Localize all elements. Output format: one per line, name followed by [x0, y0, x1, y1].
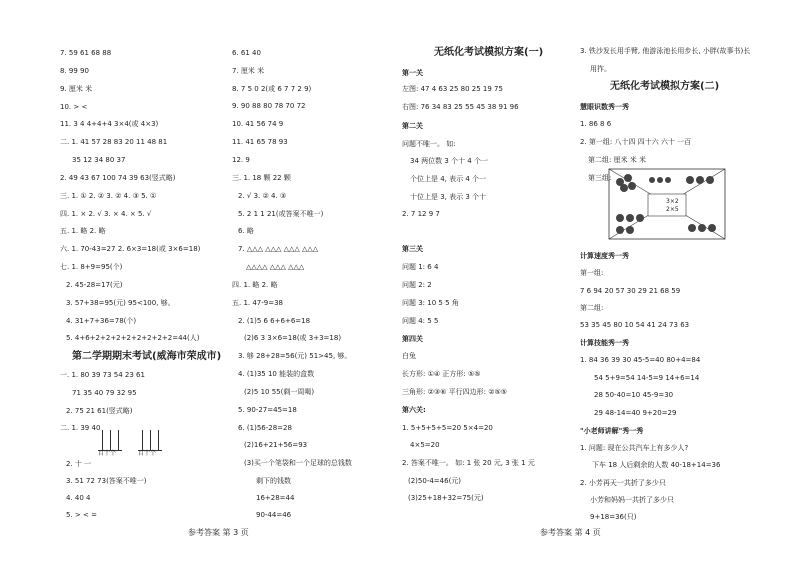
answer-line: △△△△ △△△ △△△	[246, 263, 305, 271]
answer-line: 第二组:	[580, 304, 604, 312]
subsection-heading: 第一关	[402, 69, 423, 77]
answer-line: 二. 1. 39 40	[60, 424, 101, 432]
answer-line: 2. 75 21 61(竖式略)	[66, 407, 133, 415]
answer-line: 二. 1. 41 57 28 83 20 11 48 81	[60, 138, 168, 146]
answer-line: 11. 3 4 4+4+4 3×4(或 4×3)	[60, 120, 159, 128]
answer-line: 问题 4: 5 5	[402, 317, 439, 325]
answer-line: 三. 1. 18 颗 22 颗	[232, 174, 291, 182]
answer-line: 2. 小芳再天一共折了多少只	[580, 479, 666, 487]
answer-line: 3. 够 28+28=56(元) 51>45, 够。	[238, 352, 352, 360]
answer-line: 十位上是 3, 表示 3 个十	[410, 193, 487, 201]
answer-line: 5. 4+6+2+2+2+2+2+2+2+2=44(人)	[66, 334, 200, 342]
answer-line: 7 6 94 20 57 30 29 21 68 59	[580, 287, 681, 295]
answer-line: (3)25+18+32=75(元)	[408, 494, 484, 502]
answer-line: 4. 31+7+36=78(个)	[66, 317, 137, 325]
answer-line: 1. 86 8 6	[580, 120, 612, 128]
answer-line: 白兔	[402, 352, 416, 360]
answer-line: 1. 问题: 现在公共汽车上有多少人?	[580, 444, 689, 452]
subsection-heading: 计算速度秀一秀	[580, 252, 629, 260]
answer-line: 长方形: ①④ 正方形: ⑤⑤	[402, 370, 481, 378]
answer-line: 35 12 34 80 37	[72, 156, 126, 164]
answer-line: 用拃。	[590, 65, 611, 73]
answer-line: 7. 59 61 68 88	[60, 49, 112, 57]
subsection-heading: "小老师讲解"秀一秀	[580, 427, 644, 435]
answer-line: 6. (1)56-28=28	[238, 424, 292, 432]
answer-line: (2)5 10 55(剩一周喝)	[244, 388, 315, 396]
answer-line: 7. △△△ △△△ △△△ △△△	[238, 245, 319, 253]
answer-line: 90-44=46	[256, 511, 292, 519]
answer-line: 第三组:	[588, 174, 612, 182]
answer-line: 3. 铁沙发长用手臂, 他游泳池长用步长, 小胖(故事书)长	[580, 47, 751, 55]
abacus-figure	[138, 428, 162, 457]
answer-line: 第一组:	[580, 269, 604, 277]
subsection-heading: 第六关:	[402, 406, 426, 414]
answer-line: 第二组: 厘米 米 米	[588, 156, 647, 164]
answer-line: 12. 9	[232, 156, 250, 164]
answer-line: 问题 2: 2	[402, 281, 432, 289]
answer-line: 五. 1. 47-9=38	[232, 299, 284, 307]
answer-line: 16+28=44	[256, 494, 295, 502]
answer-line: 29 48-14=40 9+20=29	[594, 409, 677, 417]
section-heading: 无纸化考试模拟方案(一)	[434, 47, 544, 58]
answer-line: 2. 49 43 67 100 74 39 63(竖式略)	[60, 174, 176, 182]
answer-line: 1. 5+5+5+5=20 5×4=20	[402, 424, 493, 432]
answer-line: 71 35 40 79 32 95	[72, 389, 137, 397]
answer-line: 七. 1. 8+9=95(个)	[60, 263, 123, 271]
answer-line: 8. 99 90	[60, 67, 89, 75]
page-footer: 参考答案 第 3 页	[188, 528, 249, 537]
subsection-heading: 慧眼识数秀一秀	[580, 103, 629, 111]
answer-line: 53 35 45 80 10 54 41 24 73 63	[580, 321, 690, 329]
answer-line: 10. > <	[60, 103, 88, 111]
answer-line: 2. 第一组: 八十四 四十六 六十 一百	[580, 138, 692, 146]
answer-line: 3. 51 72 73(答案不唯一)	[66, 477, 147, 485]
answer-line: 8. 7 5 0 2(或 6 7 7 2 9)	[232, 85, 312, 93]
answer-line: 4×5=20	[410, 441, 440, 449]
answer-line: 3. 57+38=95(元) 95<100, 够。	[66, 299, 175, 307]
answer-line: 10. 41 56 74 9	[232, 120, 284, 128]
diagram-product: 3×2	[666, 198, 679, 205]
answer-line: (2)6 3 3×6=18(或 3+3=18)	[244, 334, 342, 342]
answer-line: 28 50-40=10 45-9=30	[594, 391, 674, 399]
section-heading: 第二学期期末考试(威海市荣成市)	[72, 351, 222, 362]
answer-line: 2. √ 3. ② 4. ③	[238, 192, 287, 200]
answer-line: 5. > < =	[66, 511, 97, 519]
answer-line: 9. 90 88 80 78 70 72	[232, 102, 306, 110]
answer-line: 六. 1. 70-43=27 2. 6×3=18(或 3×6=18)	[60, 245, 201, 253]
answer-line: 6. 略	[238, 227, 254, 235]
subsection-heading: 第三关	[402, 245, 423, 253]
answer-line: 四. 1. × 2. √ 3. × 4. × 5. √	[60, 210, 152, 218]
answer-line: 剩下的钱数	[256, 477, 291, 485]
answer-line: 左图: 47 4 63 25 80 25 19 75	[402, 85, 503, 93]
page-footer: 参考答案 第 4 页	[540, 528, 601, 537]
answer-line: (2)16+21+56=93	[244, 441, 308, 449]
abacus-label: 百十个	[98, 450, 117, 457]
answer-line: 右图: 76 34 83 25 55 45 38 91 96	[402, 103, 519, 111]
section-heading: 无纸化考试模拟方案(二)	[610, 81, 720, 92]
answer-line: 个位上是 4, 表示 4 个一	[410, 175, 487, 183]
answer-line: 问题 1: 6 4	[402, 263, 439, 271]
answer-line: 小芳和妈妈一共折了多少只	[590, 496, 674, 504]
answer-line: 2. (1)5 6 6+6+6=18	[238, 317, 311, 325]
answer-line: 9. 厘米 米	[60, 85, 93, 93]
answer-line: 问题 3: 10 5 5 角	[402, 299, 459, 307]
answer-line: 三. 1. ① 2. ② 3. ② 4. ③ 5. ①	[60, 192, 157, 200]
answer-line: 下车 18 人后剩余的人数 40-18+14=36	[592, 461, 721, 469]
answer-line: (2)50-4=46(元)	[408, 477, 462, 485]
answer-line: 34 两位数 3 个十 4 个一	[410, 157, 488, 165]
answer-line: 2. 7 12 9 7	[402, 210, 440, 218]
answer-line: 1. 84 36 39 30 45-5=40 80+4=84	[580, 356, 701, 364]
answer-line: 6. 61 40	[232, 49, 261, 57]
answer-line: 五. 1. 略 2. 略	[60, 227, 106, 235]
answer-line: (3)买一个笔袋和一个足球的总钱数	[244, 459, 352, 467]
answer-line: 9+18=36(只)	[590, 513, 637, 521]
answer-line: 5. 2 1 1 21(或答案不唯一)	[238, 210, 324, 218]
answer-line: 4. 40 4	[66, 494, 91, 502]
answer-line: 2. 答案不唯一。 如: 1 张 20 元, 3 张 1 元	[402, 459, 535, 467]
answer-line: 11. 41 65 78 93	[232, 138, 288, 146]
subsection-heading: 第二关	[402, 122, 423, 130]
answer-line: 7. 厘米 米	[232, 67, 265, 75]
subsection-heading: 第四关	[402, 335, 423, 343]
diagram-product: 2×5	[666, 206, 679, 213]
answer-line: 2. 十 一	[66, 460, 92, 468]
abacus-label: 百十个	[138, 450, 157, 457]
answer-line: 54 5+9=54 14-5=9 14+6=14	[594, 374, 700, 382]
answer-line: 三角形: ②③⑥ 平行四边形: ②⑤⑤	[402, 388, 508, 396]
answer-line: 5. 90-27=45=18	[238, 406, 297, 414]
answer-line: 一. 1. 80 39 73 54 23 61	[60, 371, 145, 379]
subsection-heading: 计算技能秀一秀	[580, 339, 629, 347]
answer-line: 2. 45-28=17(元)	[66, 281, 123, 289]
answer-line: 四. 1. 略 2. 略	[232, 281, 278, 289]
answer-line: 问题不唯一。 如:	[402, 140, 456, 148]
answer-line: 4. (1)35 10 能装的盒数	[238, 370, 315, 378]
abacus-figure	[98, 428, 122, 457]
